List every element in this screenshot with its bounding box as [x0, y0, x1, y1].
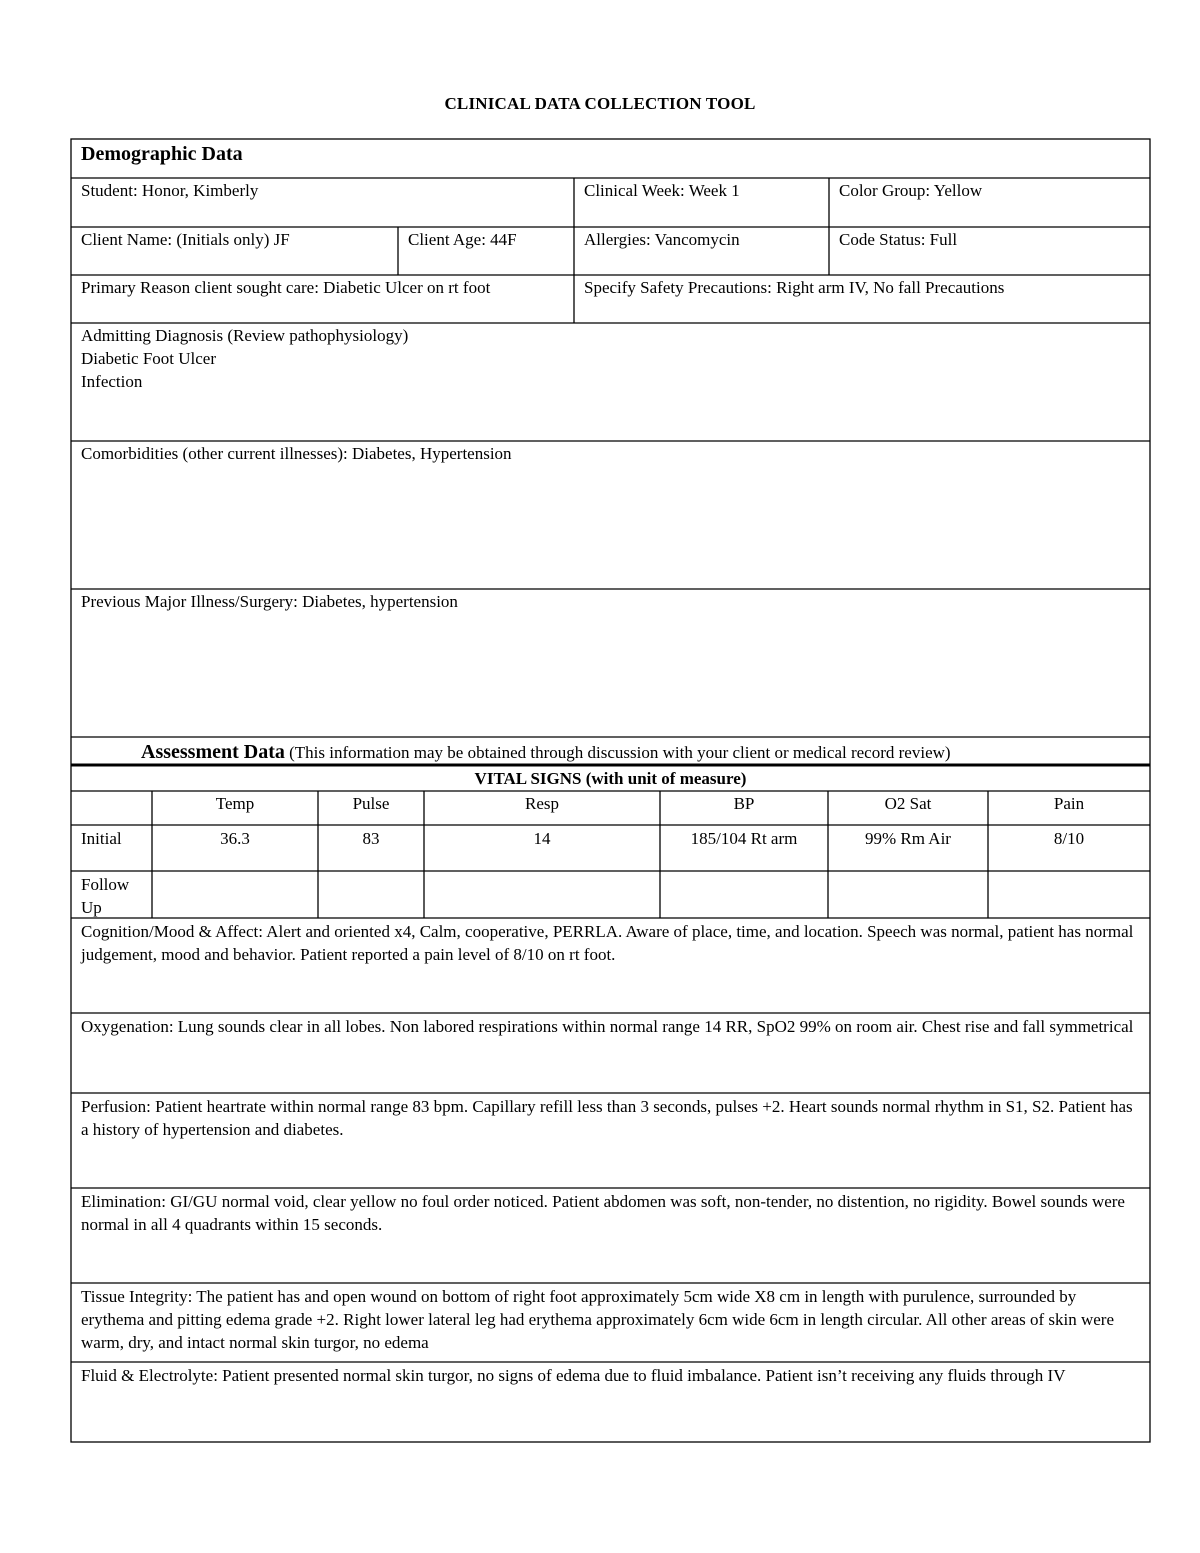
previous-illness-field: Previous Major Illness/Surgery: Diabetes, hypertension — [81, 592, 458, 611]
vital-row-followup-label: Follow Up — [81, 875, 130, 917]
vital-signs-heading: VITAL SIGNS (with unit of measure) — [474, 769, 747, 788]
vital-initial-bp: 185/104 Rt arm — [690, 829, 798, 848]
vital-initial-temp: 36.3 — [220, 829, 250, 848]
demographic-heading: Demographic Data — [81, 143, 243, 165]
safety-precautions-field: Specify Safety Precautions: Right arm IV, No fall Precautions — [584, 278, 1005, 297]
perfusion-field: Perfusion: Patient heartrate within normal range 83 bpm. Capillary refill less than 3 seconds, pulses +2. Heart sounds normal rhythm in S1, S2. Patient has a history of hypertension and diabetes. — [81, 1097, 1133, 1139]
admitting-diagnosis-field: Admitting Diagnosis (Review pathophysiology) Diabetic Foot Ulcer Infection — [81, 326, 409, 391]
vital-followup-bp — [660, 873, 828, 917]
vital-followup-resp — [424, 873, 660, 917]
clinical-week-field: Clinical Week: Week 1 — [584, 181, 740, 200]
tissue-integrity-field: Tissue Integrity: The patient has and open wound on bottom of right foot approximately 5cm wide X8 cm in length with purulence, surrounded by erythema and pitting edema grade +2. Right lower lateral leg had erythema approximately 6cm wide 6cm in length circular. All other areas of skin were warm, dry, and intact normal skin turgor, no edema — [81, 1287, 1115, 1352]
assessment-heading-note: (This information may be obtained through discussion with your client or medical record review) — [289, 743, 951, 762]
vital-initial-resp: 14 — [533, 829, 551, 848]
vital-followup-temp — [152, 873, 318, 917]
vital-row-initial-label: Initial — [81, 829, 122, 848]
vital-col-temp: Temp — [215, 794, 255, 813]
fluid-electrolyte-field: Fluid & Electrolyte: Patient presented normal skin turgor, no signs of edema due to fluid imbalance. Patient isn’t receiving any fluids through IV — [81, 1366, 1066, 1385]
vital-col-o2sat: O2 Sat — [884, 794, 932, 813]
client-name-field: Client Name: (Initials only) JF — [81, 230, 290, 249]
vital-initial-pain: 8/10 — [1053, 829, 1085, 848]
vital-followup-o2sat — [828, 873, 988, 917]
vital-col-pain: Pain — [1053, 794, 1085, 813]
vital-col-bp: BP — [733, 794, 755, 813]
code-status-field: Code Status: Full — [839, 230, 958, 249]
vital-initial-o2sat: 99% Rm Air — [865, 829, 951, 848]
elimination-field: Elimination: GI/GU normal void, clear yellow no foul order noticed. Patient abdomen was soft, non-tender, no distention, no rigidity. Bowel sounds were normal in all 4 quadrants within 15 seconds. — [81, 1192, 1125, 1234]
student-field: Student: Honor, Kimberly — [81, 181, 259, 200]
vital-col-pulse: Pulse — [352, 794, 390, 813]
oxygenation-field: Oxygenation: Lung sounds clear in all lobes. Non labored respirations within normal range 14 RR, SpO2 99% on room air. Chest rise and fall symmetrical — [81, 1017, 1134, 1036]
allergies-field: Allergies: Vancomycin — [584, 230, 740, 249]
vital-initial-pulse: 83 — [362, 829, 380, 848]
vital-col-blank — [71, 792, 152, 824]
comorbidities-field: Comorbidities (other current illnesses): Diabetes, Hypertension — [81, 444, 512, 463]
client-age-field: Client Age: 44F — [408, 230, 517, 249]
assessment-heading-title: Assessment Data — [141, 741, 285, 763]
primary-reason-field: Primary Reason client sought care: Diabetic Ulcer on rt foot — [81, 278, 491, 297]
assessment-heading — [71, 740, 1150, 764]
cognition-field: Cognition/Mood & Affect: Alert and oriented x4, Calm, cooperative, PERRLA. Aware of place, time, and location. Speech was normal, patient has normal judgement, mood and behavior. Patient reported a pain level of 8/10 on rt foot. — [81, 922, 1134, 964]
vital-followup-pain — [988, 873, 1150, 917]
vital-col-resp: Resp — [525, 794, 559, 813]
vital-followup-pulse — [318, 873, 424, 917]
color-group-field: Color Group: Yellow — [839, 181, 983, 200]
document-title: CLINICAL DATA COLLECTION TOOL — [444, 94, 756, 113]
